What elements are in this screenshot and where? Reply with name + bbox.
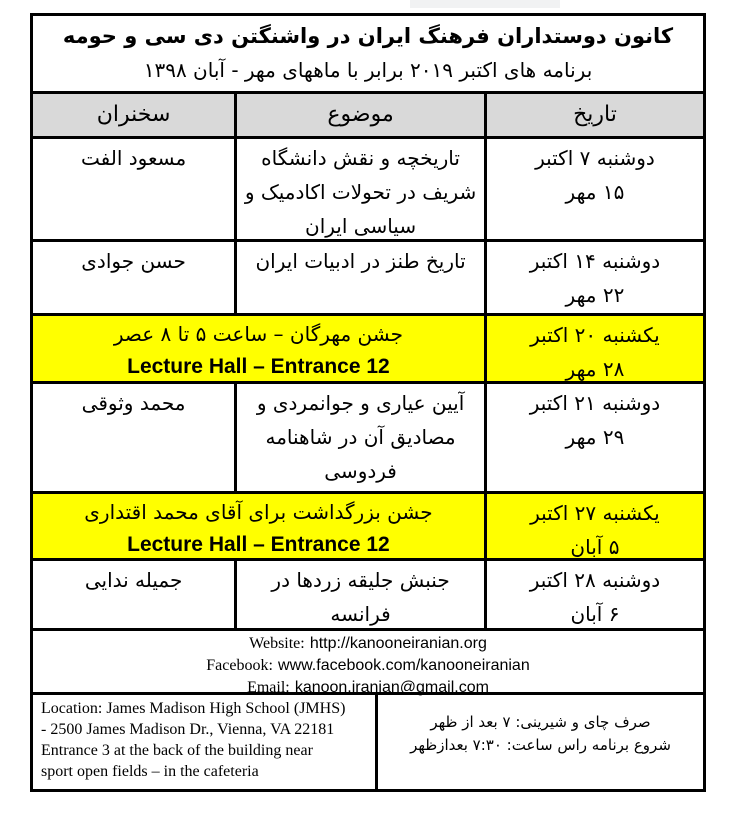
- email-address: kanoon.iranian@gmail.com: [294, 679, 489, 696]
- timing-note-line: شروع برنامه راس ساعت: ۷:۳۰ بعدازظهر: [410, 736, 671, 754]
- location-cell: [33, 695, 378, 789]
- date-persian: ۲۹ مهر: [565, 425, 625, 449]
- table-row: [33, 136, 703, 239]
- location-line: Location: James Madison High School (JMHS): [41, 700, 346, 717]
- table-row: [33, 381, 703, 491]
- subject-cell: تاریخچه و نقش دانشگاه شریف در تحولات اکادمیک و سیاسی ایران: [237, 139, 487, 239]
- website-url: http://kanooneiranian.org: [309, 635, 487, 652]
- location-line: sport open fields – in the cafeteria: [41, 763, 259, 780]
- facebook-line: [206, 654, 529, 676]
- contact-block: [33, 628, 703, 696]
- date-cell: [487, 561, 703, 628]
- date-gregorian: دوشنبه ۷ اکتبر: [535, 146, 655, 170]
- event-venue: Lecture Hall – Entrance 12: [127, 355, 390, 378]
- event-title: جشن مهرگان – ساعت ۵ تا ۸ عصر: [113, 322, 403, 346]
- timing-notes-cell: [378, 695, 703, 789]
- date-cell: [487, 316, 703, 381]
- page-title: کانون دوستداران فرهنگ ایران در واشنگتن دی سی و حومه: [62, 24, 674, 48]
- email-label: Email:: [247, 679, 290, 696]
- facebook-label: Facebook:: [206, 657, 273, 674]
- subject-cell: جنبش جلیقه زردها در فرانسه: [237, 561, 487, 628]
- date-persian: ۱۵ مهر: [565, 180, 625, 204]
- event-cell: [33, 494, 487, 558]
- date-cell: [487, 139, 703, 239]
- date-gregorian: یکشنبه ۲۰ اکتبر: [530, 323, 660, 347]
- event-cell: [33, 316, 487, 381]
- speaker-cell: مسعود الفت: [33, 139, 237, 239]
- date-gregorian: دوشنبه ۱۴ اکتبر: [529, 249, 661, 273]
- table-row: [33, 558, 703, 628]
- website-line: [249, 632, 487, 654]
- table-row: [33, 239, 703, 313]
- column-header-date: تاریخ: [573, 102, 617, 127]
- date-persian: ۲۸ مهر: [565, 357, 625, 381]
- event-title: جشن بزرگداشت برای آقای محمد اقتداری: [84, 500, 433, 524]
- facebook-url: www.facebook.com/kanooneiranian: [278, 657, 530, 674]
- date-cell: [487, 494, 703, 558]
- website-label: Website:: [249, 635, 305, 652]
- footer-block: [33, 692, 703, 789]
- column-header-subject: موضوع: [237, 94, 487, 136]
- subject-cell: تاریخ طنز در ادبیات ایران: [237, 242, 487, 313]
- event-venue: Lecture Hall – Entrance 12: [127, 533, 390, 556]
- table-row-highlighted: [33, 313, 703, 381]
- date-gregorian: یکشنبه ۲۷ اکتبر: [530, 501, 660, 525]
- speaker-cell: حسن جوادی: [33, 242, 237, 313]
- table-header-row: [33, 91, 703, 136]
- date-persian: ۵ آبان: [570, 535, 620, 559]
- date-cell: [487, 384, 703, 491]
- date-gregorian: دوشنبه ۲۱ اکتبر: [529, 391, 661, 415]
- location-line: Entrance 3 at the back of the building near: [41, 742, 313, 759]
- table-row-highlighted: [33, 491, 703, 558]
- subject-cell: آیین عیاری و جوانمردی و مصادیق آن در شاهنامه فردوسی: [237, 384, 487, 491]
- scan-artifact: [410, 0, 560, 8]
- page-subtitle: برنامه های اکتبر ۲۰۱۹ برابر با ماههای مهر - آبان ۱۳۹۸: [143, 58, 593, 82]
- date-cell: [487, 242, 703, 313]
- speaker-cell: محمد وثوقی: [33, 384, 237, 491]
- title-block: [33, 16, 703, 91]
- speaker-cell: جمیله ندایی: [33, 561, 237, 628]
- date-persian: ۶ آبان: [570, 602, 620, 626]
- location-line: - 2500 James Madison Dr., Vienna, VA 22181: [41, 721, 335, 738]
- date-gregorian: دوشنبه ۲۸ اکتبر: [529, 568, 661, 592]
- schedule-table: [30, 13, 706, 792]
- date-persian: ۲۲ مهر: [565, 283, 625, 307]
- column-header-speaker: سخنران: [33, 94, 237, 136]
- timing-note-line: صرف چای و شیرینی: ۷ بعد از ظهر: [430, 713, 651, 731]
